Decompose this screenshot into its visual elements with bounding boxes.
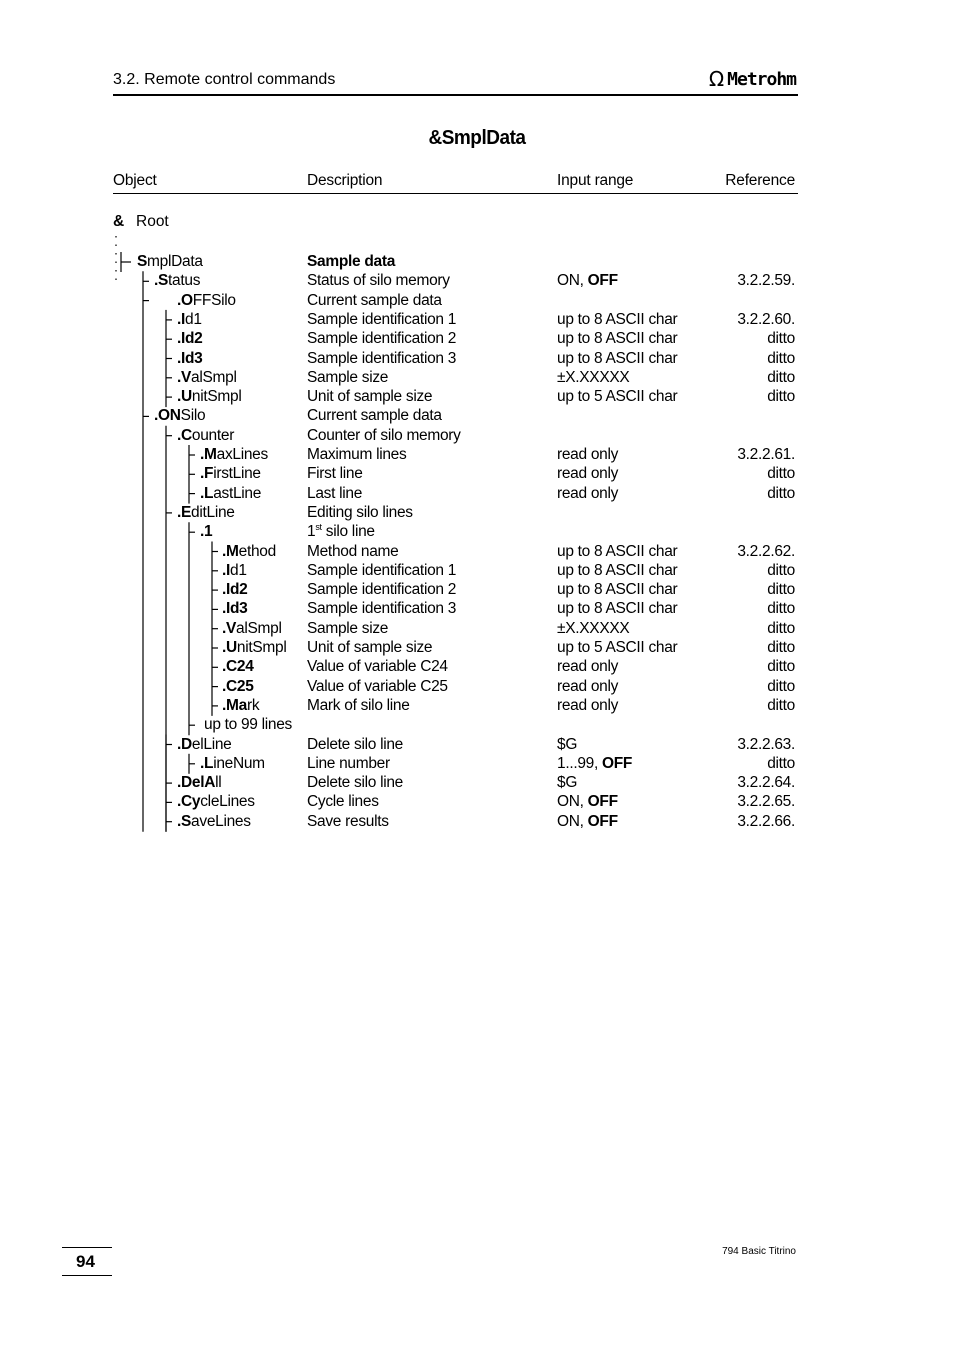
object-name [177,792,255,811]
column-header-input-range: Input range [557,172,634,189]
object-name [222,561,247,580]
reference: ditto [767,368,795,386]
brand-name: Metrohm [727,68,796,90]
text-run: .E [177,503,192,521]
reference: ditto [767,658,795,676]
text-run: .C25 [222,677,254,695]
text-run: OFF [587,793,618,811]
text-run: ethod [238,542,276,560]
table-row [0,387,954,406]
table-row [0,561,954,580]
text-run: ounter [191,426,235,444]
object-name [222,542,276,561]
text-run: up to 5 ASCII char [557,388,678,406]
footer-rule-bottom [62,1275,112,1276]
reference: ditto [767,349,795,367]
description [307,271,450,290]
description [307,368,388,387]
text-run: st [315,522,322,533]
table-row [0,599,954,618]
input-range [557,368,629,387]
text-run: S [137,253,148,270]
text-run: rk [246,696,260,714]
table-row [0,464,954,483]
object-name [177,349,203,368]
text-run: Sample data [307,253,396,270]
reference: 3.2.2.65. [737,793,795,811]
reference: ditto [767,696,795,714]
object-name [222,599,248,618]
text-run: silo line [321,523,375,541]
text-run: ON, [557,812,588,830]
input-range [557,349,677,368]
input-range [557,484,618,503]
text-run: Counter of silo memory [307,426,461,444]
description [307,735,403,754]
text-run: ±X.XXXXX [557,368,630,386]
text-run: .DelA [177,774,216,792]
text-run: Sample identification 1 [307,310,457,328]
object-name [200,464,261,483]
reference: 3.2.2.61. [737,446,795,463]
text-run: ll [215,774,222,792]
description [307,561,456,580]
text-run: .Id2 [177,330,203,348]
root-symbol: & [113,213,125,230]
input-range [557,619,629,638]
text-run: .C [177,426,192,444]
description [307,522,375,541]
text-run: nitSmpl [236,639,287,656]
reference: 3.2.2.60. [737,310,795,328]
object-name [137,252,203,271]
object-name [177,291,236,310]
text-run: up to 8 ASCII char [557,600,678,618]
object-name [177,426,234,445]
table-row [0,406,954,425]
reference: ditto [767,754,795,772]
metrohm-logo-icon: Ω [708,67,725,91]
text-run: ditLine [191,503,235,521]
text-run: .I [222,561,231,579]
text-run: .Cy [177,793,201,811]
reference: ditto [767,600,795,618]
input-range [557,387,677,406]
input-range [557,812,618,831]
text-run: FFSilo [192,291,236,309]
text-run: nitSmpl [191,388,242,406]
input-range [557,310,677,329]
object-name [222,619,282,638]
text-run: read only [557,696,619,714]
input-range [557,445,618,464]
description [307,657,448,676]
input-range [557,542,677,561]
object-name [222,638,287,657]
input-range [557,464,618,483]
text-run: OFF [587,272,618,290]
object-name [222,677,254,696]
description [307,580,456,599]
text-run: cleLines [200,793,255,811]
table-row [0,677,954,696]
table-row [0,657,954,676]
description [307,503,413,522]
text-run: Silo [180,407,206,425]
text-run: read only [557,446,619,463]
text-run: Value of variable C24 [307,658,448,676]
text-run: alSmpl [236,619,282,637]
text-run: Current sample data [307,291,442,309]
description [307,696,410,715]
input-range [557,773,577,792]
description [307,484,362,503]
text-run: .1 [200,523,213,541]
text-run: Maximum lines [307,446,407,463]
text-run: Sample identification 3 [307,600,457,618]
object-name [222,657,254,676]
text-run: alSmpl [191,368,237,386]
text-run: 1...99, [557,754,602,772]
object-name [177,368,237,387]
table-row [0,445,954,464]
table-row [0,773,954,792]
object-name [177,812,251,831]
input-range [557,754,632,773]
text-run: .F [200,465,214,483]
reference: 3.2.2.59. [737,272,795,290]
text-run: .D [177,735,192,753]
table-row [0,542,954,561]
text-run: Sample size [307,368,389,386]
object-name [177,773,221,792]
text-run: First line [307,465,363,483]
text-run: Method name [307,542,399,560]
object-name [222,580,248,599]
text-run: Current sample data [307,407,442,425]
table-row [0,812,954,831]
input-range [557,735,577,754]
object-name [200,445,268,464]
text-run: Cycle lines [307,793,379,811]
table-row [0,638,954,657]
text-run: .C24 [222,658,254,676]
text-run: read only [557,484,619,502]
footer-rule-top [62,1247,112,1248]
text-run: .Id3 [177,349,203,367]
object-name [177,329,203,348]
reference: ditto [767,581,795,599]
text-run: Mark of silo line [307,696,410,714]
text-run: Unit of sample size [307,639,433,656]
text-run: Line number [307,754,390,772]
text-run: Unit of sample size [307,388,433,406]
object-name [200,484,261,503]
input-range [557,638,677,657]
description [307,619,388,638]
text-run: $G [557,774,578,792]
description [307,252,395,271]
text-run: up to 8 ASCII char [557,561,678,579]
text-run: up to 8 ASCII char [557,310,678,328]
table-row [0,619,954,638]
reference: ditto [767,639,795,656]
text-run: up to 8 ASCII char [557,581,678,599]
description [307,426,461,445]
description [307,677,448,696]
input-range [557,580,677,599]
description [307,387,432,406]
description [307,542,398,561]
text-run: .V [177,368,192,386]
text-run: mplData [147,253,203,270]
reference: ditto [767,465,795,483]
reference: 3.2.2.62. [737,542,795,560]
text-run: .U [222,639,237,656]
reference: 3.2.2.66. [737,812,795,830]
text-run: OFF [587,812,618,830]
object-name [177,310,202,329]
text-run: ineNum [213,754,265,772]
table-row [0,696,954,715]
table-row [0,522,954,541]
table-row [0,580,954,599]
text-run: d1 [185,310,202,328]
text-run: Editing silo lines [307,503,413,521]
column-header-object: Object [113,172,157,189]
text-run: up to 8 ASCII char [557,330,678,348]
text-run: d1 [230,561,247,579]
input-range [557,271,618,290]
reference: ditto [767,330,795,348]
text-run: Sample size [307,619,389,637]
page-title: &SmplData [428,127,526,149]
text-run: 1 [307,523,316,541]
text-run: .Ma [222,696,247,714]
text-run: Sample identification 2 [307,330,457,348]
text-run: axLines [216,446,268,463]
column-header-reference: Reference [725,172,795,189]
table-row [0,368,954,387]
text-run: Status of silo memory [307,272,450,290]
description [307,638,432,657]
input-range [557,657,618,676]
text-run: aveLines [191,812,251,830]
text-run: .M [222,542,239,560]
text-run: irstLine [213,465,261,483]
reference: ditto [767,388,795,406]
reference: 3.2.2.63. [737,735,795,753]
text-run: .V [222,619,237,637]
text-run: Sample identification 3 [307,349,457,367]
description [307,754,390,773]
description [307,349,456,368]
object-name [200,522,212,541]
text-run: read only [557,658,619,676]
input-range [557,329,677,348]
text-run: Last line [307,484,363,502]
text-run: $G [557,735,578,753]
description [307,445,406,464]
text-run: ON, [557,272,588,290]
text-run: ±X.XXXXX [557,619,630,637]
text-run: up to 8 ASCII char [557,542,678,560]
text-run: .M [200,446,217,463]
object-name [154,406,205,425]
text-run: up to 99 lines [204,716,293,734]
table-row [0,426,954,445]
description [307,599,456,618]
table-row [0,271,954,290]
column-header-description: Description [307,172,383,189]
text-run: .O [177,291,193,309]
table-row [0,754,954,773]
section-title: 3.2. Remote control commands [113,71,336,88]
table-row [0,329,954,348]
reference: ditto [767,484,795,502]
text-run: .U [177,388,192,406]
text-run: read only [557,677,619,695]
table-row [0,310,954,329]
page-number: 94 [76,1252,95,1271]
text-run: .ON [154,407,181,425]
description [307,773,403,792]
text-run: elLine [191,735,232,753]
text-run: .I [177,310,186,328]
object-name [200,754,265,773]
text-run: ON, [557,793,588,811]
object-name [154,271,200,290]
description [307,406,442,425]
text-run: up to 5 ASCII char [557,639,678,656]
reference: 3.2.2.64. [737,774,795,792]
table-row [0,349,954,368]
text-run: read only [557,465,619,483]
text-run: Sample identification 2 [307,581,457,599]
text-run: tatus [168,272,201,290]
description [307,310,456,329]
table-row [0,291,954,310]
object-name [177,735,231,754]
input-range [557,696,618,715]
description [307,291,442,310]
text-run: Value of variable C25 [307,677,448,695]
text-run: .S [177,812,192,830]
text-run: .Id2 [222,581,248,599]
text-run: OFF [602,754,633,772]
text-run: .L [200,754,214,772]
input-range [557,561,677,580]
text-run: Delete silo line [307,735,404,753]
text-run: Save results [307,812,389,830]
text-run: Delete silo line [307,774,404,792]
object-name [204,715,292,734]
input-range [557,599,677,618]
description [307,464,363,483]
text-run: astLine [213,484,262,502]
text-run: .L [200,484,214,502]
table-row [0,484,954,503]
object-name [177,387,242,406]
description [307,329,456,348]
table-row [0,792,954,811]
text-run: .S [154,272,169,290]
text-run: up to 8 ASCII char [557,349,678,367]
description [307,792,379,811]
table-row [0,715,954,734]
reference: ditto [767,677,795,695]
description [307,812,389,831]
text-run: Sample identification 1 [307,561,457,579]
reference: ditto [767,561,795,579]
root-label: Root [136,213,169,230]
table-row [0,503,954,522]
input-range [557,677,618,696]
table-row [0,735,954,754]
input-range [557,792,618,811]
product-name: 794 Basic Titrino [722,1246,796,1257]
text-run: .Id3 [222,600,248,618]
object-name [222,696,259,715]
object-name [177,503,235,522]
reference: ditto [767,619,795,637]
table-row [0,252,954,271]
